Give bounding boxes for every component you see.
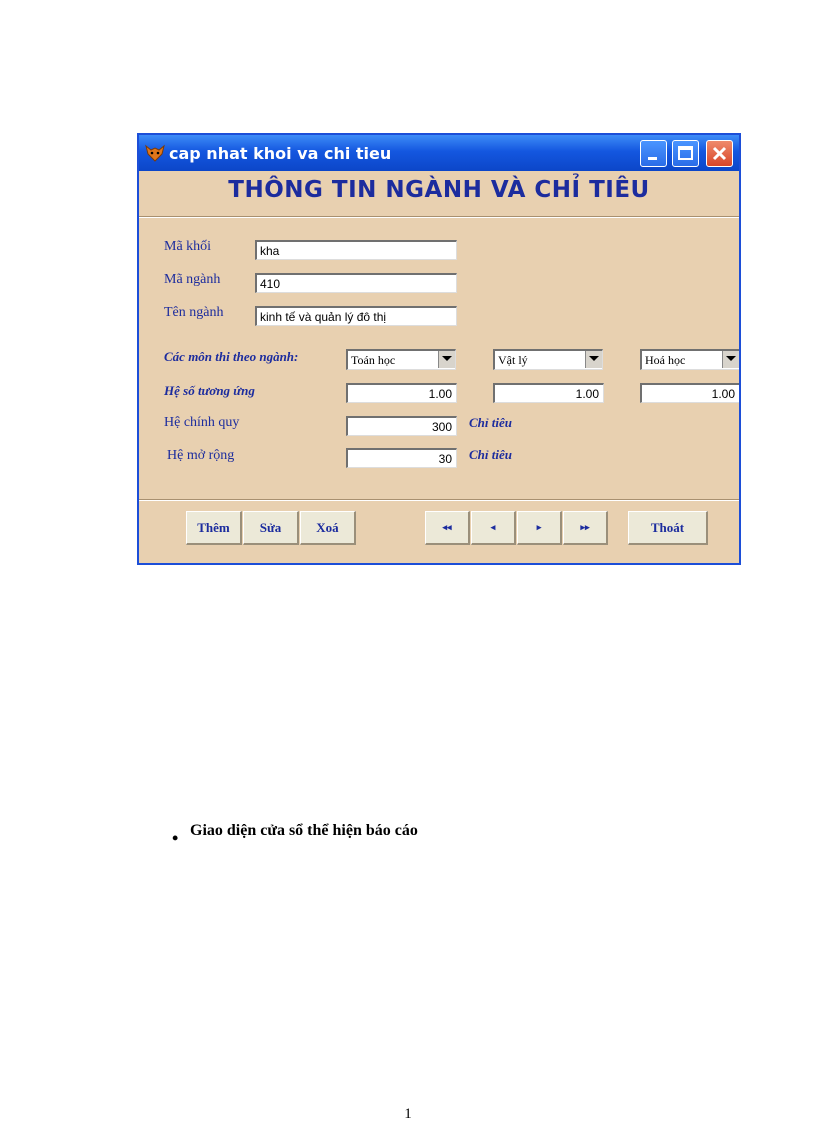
mon-thi-1-value: Toán học — [351, 353, 396, 367]
mon-thi-2-value: Vật lý — [498, 353, 528, 367]
app-window — [137, 133, 741, 565]
divider-top — [139, 216, 739, 218]
fox-app-icon — [145, 144, 165, 162]
ten-nganh-label: Tên ngành — [164, 305, 224, 320]
prev-record-button[interactable] — [471, 511, 516, 545]
edit-button-label: Sửa — [259, 520, 282, 535]
close-icon — [707, 141, 732, 166]
first-record-icon: ◂◂ — [442, 522, 452, 532]
add-button-label: Thêm — [197, 520, 230, 535]
mon-thi-3-dropdown-button[interactable] — [722, 351, 739, 368]
ma-nganh-label: Mã ngành — [164, 272, 221, 287]
he-mo-rong-label: Hệ mở rộng — [167, 448, 235, 463]
he-so-2-input[interactable]: 1.00 — [493, 383, 604, 403]
edit-button[interactable] — [243, 511, 299, 545]
maximize-icon — [673, 141, 698, 166]
mon-thi-3-select[interactable] — [640, 349, 740, 370]
first-record-button[interactable] — [425, 511, 470, 545]
ma-khoi-input[interactable]: kha — [255, 240, 457, 260]
section-caption: Giao diện cửa sổ thể hiện báo cáo — [190, 822, 418, 839]
ten-nganh-input[interactable]: kinh tế và quản lý đô thị — [255, 306, 457, 326]
chi-tieu-label-2: Chỉ tiêu — [469, 447, 512, 462]
chevron-down-icon — [726, 356, 736, 362]
mon-thi-2-select[interactable] — [493, 349, 603, 370]
minimize-button[interactable] — [640, 140, 667, 167]
mon-thi-1-select[interactable] — [346, 349, 456, 370]
last-record-icon: ▸▸ — [580, 522, 590, 532]
chevron-down-icon — [589, 356, 599, 362]
ma-khoi-label: Mã khối — [164, 239, 212, 254]
divider-bottom — [139, 499, 739, 501]
mon-thi-1-dropdown-button[interactable] — [438, 351, 455, 368]
last-record-button[interactable] — [563, 511, 608, 545]
mon-thi-2-dropdown-button[interactable] — [585, 351, 602, 368]
he-so-label: Hệ số tương ứng — [164, 383, 255, 398]
minimize-icon — [641, 141, 666, 166]
bullet-marker: • — [172, 828, 179, 848]
he-so-3-input[interactable]: 1.00 — [640, 383, 740, 403]
title-bar[interactable] — [139, 135, 739, 171]
form-heading: THÔNG TIN NGÀNH VÀ CHỈ TIÊU — [228, 177, 650, 203]
exit-button-label: Thoát — [650, 520, 685, 535]
ma-nganh-input[interactable]: 410 — [255, 273, 457, 293]
maximize-button[interactable] — [672, 140, 699, 167]
next-record-button[interactable] — [517, 511, 562, 545]
window-title: cap nhat khoi va chi tieu — [169, 144, 392, 163]
he-chinh-quy-input[interactable]: 300 — [346, 416, 457, 436]
he-chinh-quy-label: Hệ chính quy — [164, 415, 240, 430]
close-button[interactable] — [706, 140, 733, 167]
chi-tieu-label-1: Chỉ tiêu — [469, 415, 512, 430]
exit-button[interactable] — [628, 511, 708, 545]
he-so-1-input[interactable]: 1.00 — [346, 383, 457, 403]
prev-record-icon: ◂ — [490, 522, 496, 532]
mon-thi-label: Các môn thi theo ngành: — [164, 349, 299, 364]
next-record-icon: ▸ — [536, 522, 542, 532]
page-number: 1 — [404, 1106, 412, 1122]
delete-button[interactable] — [300, 511, 356, 545]
delete-button-label: Xoá — [316, 520, 339, 535]
he-mo-rong-input[interactable]: 30 — [346, 448, 457, 468]
add-button[interactable] — [186, 511, 242, 545]
mon-thi-3-value: Hoá học — [645, 353, 686, 367]
chevron-down-icon — [442, 356, 452, 362]
